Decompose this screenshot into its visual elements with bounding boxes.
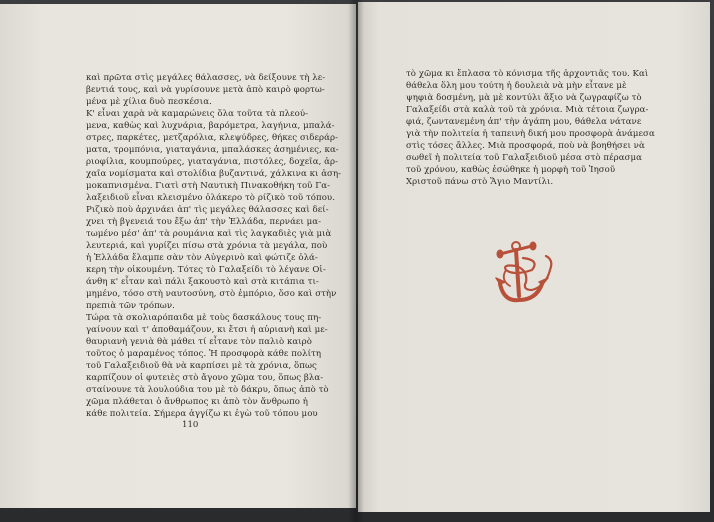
text-line: θάθελα ὅλη μου τούτη ἡ δουλειὰ νὰ μὴν εἶτανε μὲ xyxy=(406,81,627,92)
text-line: θαυριανὴ γενιὰ θὰ μάθει τί εἶτανε τὸν παλιὸ καιρὸ xyxy=(86,337,312,348)
anchor-icon xyxy=(492,240,562,312)
right-page xyxy=(358,2,710,512)
text-line: λευτεριά, καὶ γυρίζει πίσω στὰ χρόνια τὰ μεγάλα, ποὺ xyxy=(86,241,328,252)
text-line: γαίνουν καὶ τ' ἀποθαμάζουν, κι ἔτσι ἡ αὐριανὴ καὶ με- xyxy=(86,325,328,336)
text-line: Χριστοῦ πάνω στὸ Ἅγιο Μαντίλι. xyxy=(406,177,554,188)
text-line: Κ' εἶναι χαρὰ νὰ καμαρώνεις ὅλα τοῦτα τὰ πλεού- xyxy=(86,109,309,120)
left-page xyxy=(0,4,356,508)
text-line: γιὰ τὴν πολιτεία ἡ ταπεινὴ δική μου προσφορὰ ἀνάμεσα xyxy=(406,129,655,140)
text-line: μενα, καθὼς καὶ λυχνάρια, βαρόμετρα, λαγήνια, μπαλά- xyxy=(86,121,335,132)
text-line: χῶμα πλάθεται ὁ ἄνθρωπος κι ἀπὸ τὸν ἄνθρωπο ἡ xyxy=(86,397,308,408)
text-line: Ριζικὸ ποὺ ἀρχινάει ἀπ' τὶς μεγάλες θάλασσες καὶ δεί- xyxy=(86,205,329,216)
text-line: μοκαπνισμένα. Γιατὶ στὴ Ναυτικὴ Πινακοθήκη τοῦ Γα- xyxy=(86,181,331,192)
text-line: τοῦ χρόνου, καθὼς ἐσώθηκε ἡ μορφὴ τοῦ Ἰησοῦ xyxy=(406,165,616,176)
text-line: καὶ πρῶτα στὶς μεγάλες θάλασσες, νὰ δείξουνε τὴ λε- xyxy=(86,73,326,83)
text-line: κερη τὴν οἰκουμένη. Τότες τὸ Γαλαξείδι τὸ λέγανε Οἰ- xyxy=(86,265,326,276)
text-line: ματα, τρομπόνια, γιαταγάνια, μπαλάσκες ἀσημένιες, κα- xyxy=(86,145,339,156)
text-line: πρεπιὰ τῶν τρόπων. xyxy=(86,301,175,312)
text-line: άνθη κ' εἶταν καὶ πάλι ξακουστὸ καὶ στὰ κιτάπια τι- xyxy=(86,277,319,288)
text-line: μημένο, τόσο στὴ ναυτοσύνη, στὸ ἐμπόριο, ὅσο καὶ στὴν xyxy=(86,289,337,300)
text-line: τὸ χῶμα κι ἔπλασα τὸ κόνισμα τῆς ἀρχοντιᾶς του. Καὶ xyxy=(406,69,649,79)
text-line: φιά, ζωντανεμένη ἀπ' τὴν ἀγάπη μου, θάθελα νάτανε xyxy=(406,117,642,128)
text-line: λαξειδιοῦ εἶναι κλεισμένο ὁλάκερο τὸ ρίζικὸ τοῦ τόπου. xyxy=(86,193,335,204)
text-line: σωθεῖ ἡ πολιτεία τοῦ Γαλαξειδιοῦ μέσα στὸ πέρασμα xyxy=(406,153,642,164)
text-line: Γαλαξείδι στὰ καλὰ τοῦ τὰ χρόνια. Μιὰ τέτοια ζωγρα- xyxy=(406,105,649,116)
text-line: στὶς τόσες ἄλλες. Μιὰ προσφορά, ποὺ νὰ βοηθήσει νὰ xyxy=(406,141,645,152)
text-line: ψηφιὰ δοσμένη, μὰ μὲ κοντύλι ἄξιο νὰ ζωγραφίζω τὸ xyxy=(406,93,642,104)
text-line: χαῖα νομίσματα καὶ στολίδια βυζαντινά, χάλκινα κι ἀση- xyxy=(86,169,342,180)
text-line: ἡ Ἑλλάδα ἔλαμπε σὰν τὸν Αὐγερινὸ καὶ φώτιζε ὁλά- xyxy=(86,253,318,264)
text-line: μένα μὲ χίλια δυὸ πεσκέσια. xyxy=(86,97,212,108)
text-line: στρες, παρκέτες, μετζαρόλια, κλεψύδρες, θήκες σιδεράρ- xyxy=(86,133,339,144)
text-line: σταίνουνε τὰ λουλούδια του μὲ τὸ δάκρυ, ὅπως ἀπὸ τὸ xyxy=(86,385,329,396)
text-line: ριοφίλια, κουμπούρες, γιαταγάνια, πιστόλες, δοχεῖα, ἀρ- xyxy=(86,157,339,168)
text-line: κάθε πολιτεία. Σήμερα ἀγγίζω κι ἐγὼ τοῦ τόπου μου xyxy=(86,409,318,420)
text-line: Τώρα τὰ σκολιαρόπαιδα μὲ τοὺς δασκάλους τους πη- xyxy=(86,313,322,324)
text-line: χνει τὴ βγενειά του ἔξω ἀπ' τὴν Ἑλλάδα, περνάει μα- xyxy=(86,217,322,228)
left-page-text xyxy=(86,72,342,420)
text-line: τοῦ Γαλαξειδιοῦ θὰ νὰ καρπίσει μὲ τὰ χρόνια, ὅπως xyxy=(86,361,317,372)
text-line: βεντιά τους, καὶ νὰ γυρίσουνε μετὰ ἀπὸ καιρὸ φορτω- xyxy=(86,85,325,96)
text-line: τοῦτος ὁ μαραμένος τόπος. Ἡ προσφορὰ κάθε πολίτη xyxy=(86,349,322,360)
page-number: 110 xyxy=(182,420,199,430)
text-line: καρπίζουν οἱ φυτειὲς στὸ ἄγονο χῶμα του, ὅπως βλα- xyxy=(86,373,324,384)
text-line: τωμένο μέσ' ἀπ' τὰ ρουμάνια καὶ τὶς λαγκαδιὲς γιὰ μιὰ xyxy=(86,229,332,240)
right-page-text xyxy=(406,68,661,188)
